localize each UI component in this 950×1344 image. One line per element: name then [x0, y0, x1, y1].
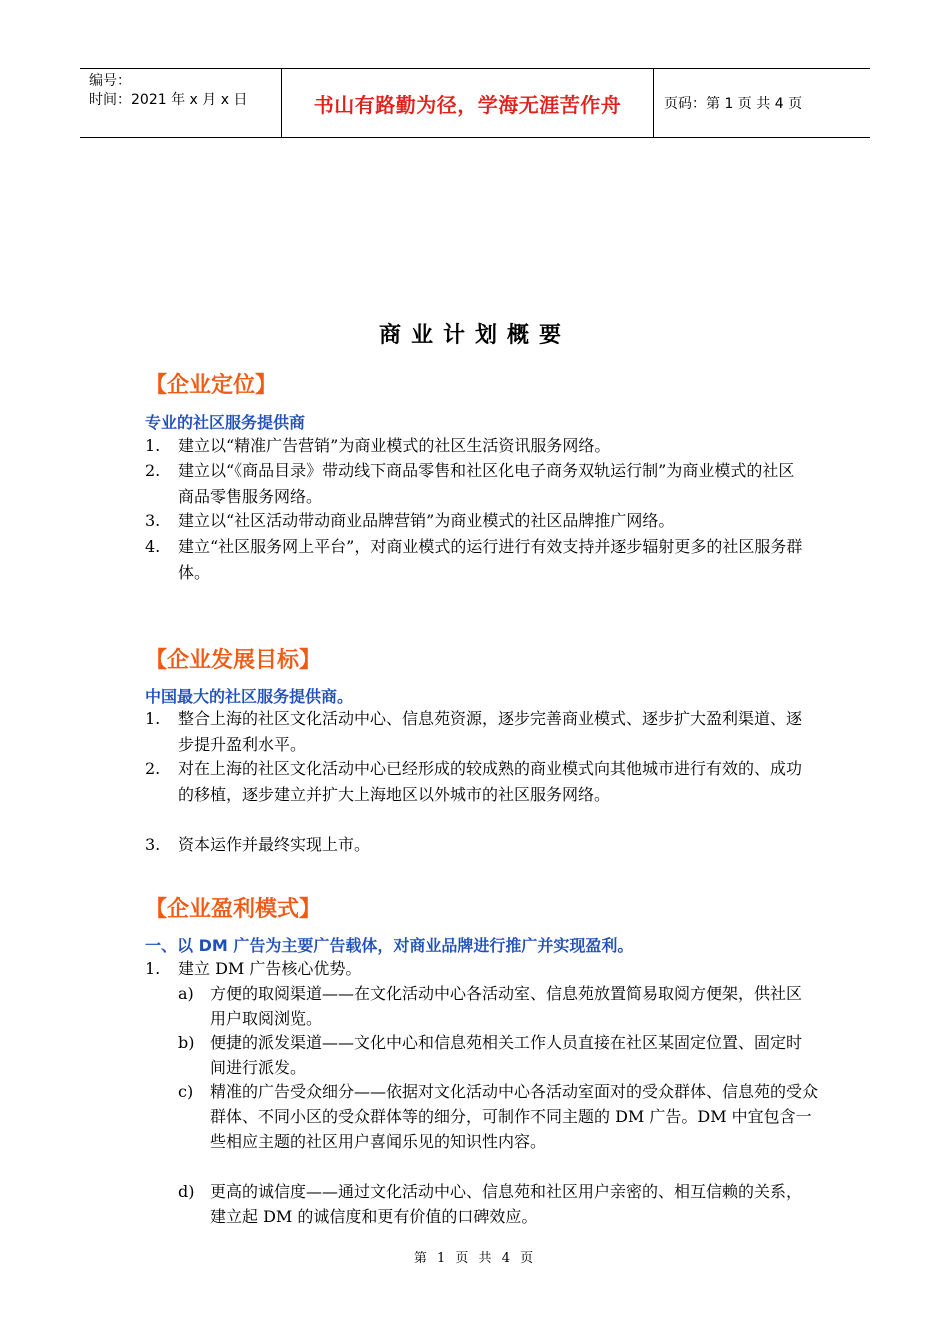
list-number: 4.: [145, 537, 161, 556]
list-item: [145, 706, 825, 757]
page-info: 页码：第 1 页 共 4 页: [664, 96, 803, 112]
list-number: 2.: [145, 759, 161, 778]
list-item: [145, 956, 825, 982]
sub-list-item: [178, 1079, 828, 1154]
list-text: 整合上海的社区文化活动中心、信息苑资源，逐步完善商业模式、逐步扩大盈利渠道、逐步提升盈利水平。: [178, 709, 803, 754]
list-text: 建立以“精准广告营销”为商业模式的社区生活资讯服务网络。: [178, 436, 611, 455]
list-number: 1.: [145, 709, 161, 728]
list-number: 3.: [145, 835, 161, 854]
list-number: 2.: [145, 461, 161, 480]
section-heading-profit-model: 【企业盈利模式】: [145, 897, 322, 922]
section-subheading: 中国最大的社区服务提供商。: [145, 687, 354, 706]
list-item: [145, 832, 825, 858]
list-text: 建立以“《商品目录》带动线下商品零售和社区化电子商务双轨运行制”为商业模式的社区商品零售服务网络。: [178, 461, 795, 506]
list-item: [145, 756, 825, 807]
sub-list-item: [178, 981, 828, 1031]
sub-list-marker: d): [178, 1182, 195, 1201]
header-motto-cell: [282, 69, 654, 137]
sub-list-text: 更高的诚信度——通过文化活动中心、信息苑和社区用户亲密的、相互信赖的关系，建立起 DM 的诚信度和更有价值的口碑效应。: [210, 1182, 803, 1226]
sub-list-text: 便捷的派发渠道——文化中心和信息苑相关工作人员直接在社区某固定位置、固定时间进行派发。: [210, 1033, 803, 1077]
sub-list-marker: c): [178, 1082, 194, 1101]
sub-list-item: [178, 1179, 828, 1229]
number-label: 编号：: [89, 73, 131, 89]
time-label: 时间：2021 年 x 月 x 日: [89, 92, 248, 108]
list-item: [145, 534, 825, 585]
sub-list-text: 方便的取阅渠道——在文化活动中心各活动室、信息苑放置简易取阅方便架，供社区用户取阅浏览。: [210, 984, 803, 1028]
sub-list-marker: a): [178, 984, 194, 1003]
list-number: 3.: [145, 511, 161, 530]
section-subheading: 专业的社区服务提供商: [145, 413, 306, 432]
header-page-cell: [654, 69, 870, 137]
list-item: [145, 433, 825, 459]
page-footer: 第 1 页 共 4 页: [413, 1251, 537, 1266]
section-subheading: 一、以 DM 广告为主要广告载体，对商业品牌进行推广并实现盈利。: [145, 936, 634, 955]
sub-list-text: 精准的广告受众细分——依据对文化活动中心各活动室面对的受众群体、信息苑的受众群体、不同小区的受众群体等的细分，可制作不同主题的 DM 广告。DM 中宜包含一些相应主题的社区用户喜闻乐见的知识性内容。: [210, 1082, 819, 1151]
page-header: [80, 68, 870, 138]
list-text: 对在上海的社区文化活动中心已经形成的较成熟的商业模式向其他城市进行有效的、成功的移植，逐步建立并扩大上海地区以外城市的社区服务网络。: [178, 759, 803, 804]
section-heading-goals: 【企业发展目标】: [145, 648, 322, 673]
list-number: 1.: [145, 436, 161, 455]
list-number: 1.: [145, 959, 161, 978]
document-title: 商业计划概要: [378, 323, 571, 348]
sub-list-item: [178, 1030, 828, 1080]
list-text: 建立以“社区活动带动商业品牌营销”为商业模式的社区品牌推广网络。: [178, 511, 675, 530]
list-text: 建立“社区服务网上平台”，对商业模式的运行进行有效支持并逐步辐射更多的社区服务群体。: [178, 537, 803, 582]
list-item: [145, 458, 825, 509]
sub-list-marker: b): [178, 1033, 195, 1052]
header-meta-cell: [80, 69, 282, 137]
section-heading-positioning: 【企业定位】: [145, 373, 278, 398]
list-text: 建立 DM 广告核心优势。: [178, 959, 362, 978]
list-item: [145, 508, 825, 534]
list-text: 资本运作并最终实现上市。: [178, 835, 371, 854]
motto: 书山有路勤为径，学海无涯苦作舟: [313, 92, 622, 117]
